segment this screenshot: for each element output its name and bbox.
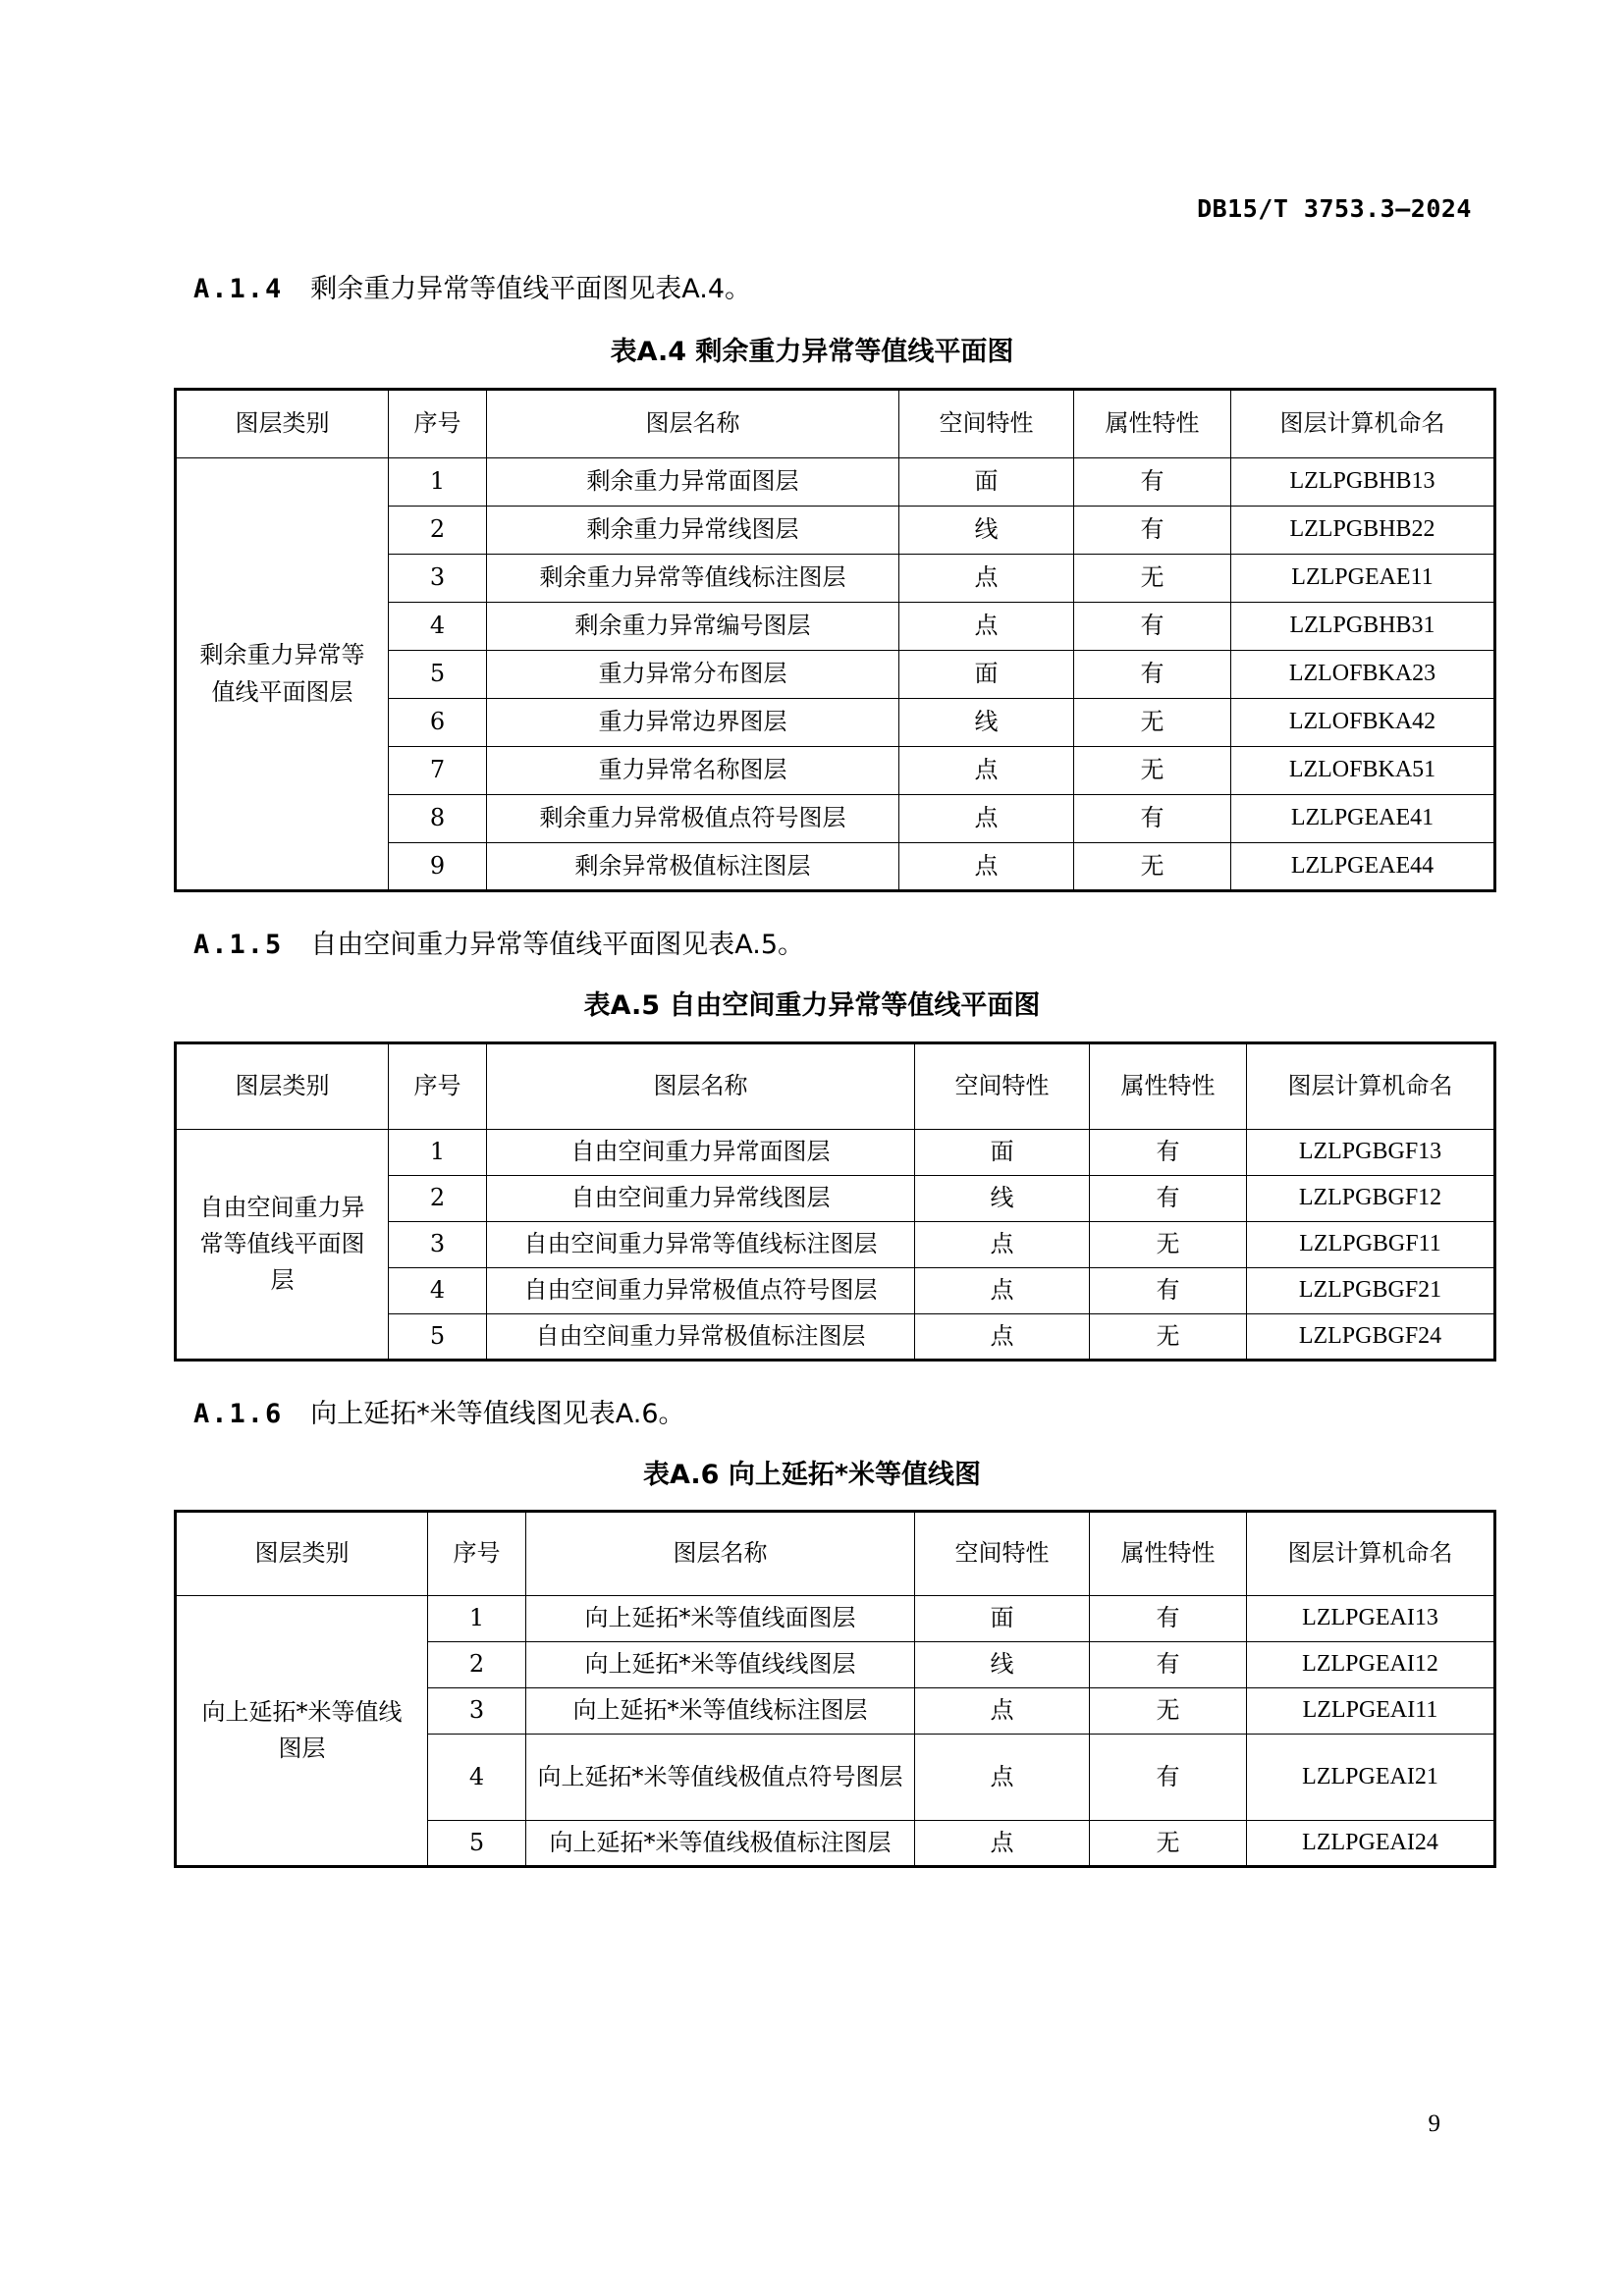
computer-name-cell: LZLPGBHB13 <box>1231 458 1495 507</box>
spatial-type-cell: 线 <box>899 507 1074 555</box>
computer-name-cell: LZLPGBGF13 <box>1247 1130 1495 1176</box>
column-header: 序号 <box>428 1512 526 1596</box>
layer-name-cell: 重力异常边界图层 <box>487 699 899 747</box>
layer-name-cell: 剩余重力异常面图层 <box>487 458 899 507</box>
section-number: A.1.5 <box>193 930 284 960</box>
layer-name-cell: 剩余重力异常等值线标注图层 <box>487 555 899 603</box>
serial-number-cell: 2 <box>389 1176 487 1222</box>
serial-number-cell: 4 <box>389 603 487 651</box>
layer-name-cell: 重力异常名称图层 <box>487 747 899 795</box>
column-header: 图层类别 <box>176 390 389 458</box>
layer-name-cell: 向上延拓*米等值线极值点符号图层 <box>526 1735 915 1821</box>
spatial-type-cell: 面 <box>915 1596 1090 1642</box>
table-caption: 表A.5 自由空间重力异常等值线平面图 <box>583 990 1041 1021</box>
table-header-row <box>176 1512 1495 1596</box>
computer-name-cell: LZLOFBKA51 <box>1231 747 1495 795</box>
layer-name-cell: 剩余异常极值标注图层 <box>487 843 899 891</box>
layer-name-cell: 向上延拓*米等值线线图层 <box>526 1642 915 1688</box>
layer-name-cell: 向上延拓*米等值线极值标注图层 <box>526 1821 915 1867</box>
spatial-type-cell: 点 <box>899 795 1074 843</box>
section-paragraph <box>193 1392 685 1430</box>
attribute-cell: 有 <box>1090 1642 1247 1688</box>
column-header: 图层计算机命名 <box>1247 1043 1495 1130</box>
layer-name-cell: 自由空间重力异常面图层 <box>487 1130 915 1176</box>
computer-name-cell: LZLOFBKA23 <box>1231 651 1495 699</box>
table-row <box>176 1130 1495 1176</box>
spatial-type-cell: 点 <box>899 747 1074 795</box>
attribute-cell: 有 <box>1074 507 1231 555</box>
computer-name-cell: LZLPGBHB31 <box>1231 603 1495 651</box>
column-header: 图层计算机命名 <box>1247 1512 1495 1596</box>
attribute-cell: 无 <box>1074 843 1231 891</box>
serial-number-cell: 2 <box>389 507 487 555</box>
section-paragraph <box>193 923 804 961</box>
serial-number-cell: 9 <box>389 843 487 891</box>
attribute-cell: 有 <box>1090 1735 1247 1821</box>
table-header-row <box>176 1043 1495 1130</box>
table-caption: 表A.6 向上延拓*米等值线图 <box>643 1460 981 1490</box>
column-header: 图层名称 <box>487 1043 915 1130</box>
spatial-type-cell: 点 <box>915 1821 1090 1867</box>
column-header: 空间特性 <box>915 1043 1090 1130</box>
serial-number-cell: 7 <box>389 747 487 795</box>
serial-number-cell: 3 <box>389 555 487 603</box>
spatial-type-cell: 点 <box>915 1222 1090 1268</box>
computer-name-cell: LZLPGEAE11 <box>1231 555 1495 603</box>
section-text: 剩余重力异常等值线平面图见表A.4。 <box>310 274 752 304</box>
spatial-type-cell: 面 <box>915 1130 1090 1176</box>
serial-number-cell: 1 <box>389 1130 487 1176</box>
serial-number-cell: 5 <box>389 1314 487 1361</box>
column-header: 空间特性 <box>915 1512 1090 1596</box>
serial-number-cell: 5 <box>428 1821 526 1867</box>
column-header: 图层类别 <box>176 1512 428 1596</box>
attribute-cell: 无 <box>1090 1688 1247 1735</box>
section-number: A.1.6 <box>193 1399 284 1429</box>
document-code: DB15/T 3753.3—2024 <box>1197 194 1472 223</box>
layer-table <box>174 1510 1496 1868</box>
spatial-type-cell: 面 <box>899 651 1074 699</box>
column-header: 图层名称 <box>487 390 899 458</box>
computer-name-cell: LZLPGEAI13 <box>1247 1596 1495 1642</box>
attribute-cell: 无 <box>1090 1314 1247 1361</box>
section-text: 向上延拓*米等值线图见表A.6。 <box>310 1399 685 1429</box>
spatial-type-cell: 点 <box>899 603 1074 651</box>
layer-name-cell: 向上延拓*米等值线标注图层 <box>526 1688 915 1735</box>
attribute-cell: 有 <box>1074 458 1231 507</box>
computer-name-cell: LZLPGEAE44 <box>1231 843 1495 891</box>
layer-category-cell: 剩余重力异常等值线平面图层 <box>176 458 389 891</box>
serial-number-cell: 8 <box>389 795 487 843</box>
computer-name-cell: LZLPGBGF11 <box>1247 1222 1495 1268</box>
spatial-type-cell: 点 <box>899 555 1074 603</box>
layer-name-cell: 重力异常分布图层 <box>487 651 899 699</box>
attribute-cell: 无 <box>1074 747 1231 795</box>
spatial-type-cell: 点 <box>915 1314 1090 1361</box>
column-header: 序号 <box>389 1043 487 1130</box>
column-header: 图层计算机命名 <box>1231 390 1495 458</box>
computer-name-cell: LZLPGBGF21 <box>1247 1268 1495 1314</box>
spatial-type-cell: 线 <box>915 1642 1090 1688</box>
column-header: 属性特性 <box>1074 390 1231 458</box>
layer-name-cell: 向上延拓*米等值线面图层 <box>526 1596 915 1642</box>
spatial-type-cell: 线 <box>899 699 1074 747</box>
computer-name-cell: LZLPGEAI12 <box>1247 1642 1495 1688</box>
attribute-cell: 有 <box>1074 651 1231 699</box>
serial-number-cell: 5 <box>389 651 487 699</box>
serial-number-cell: 3 <box>428 1688 526 1735</box>
spatial-type-cell: 点 <box>899 843 1074 891</box>
column-header: 属性特性 <box>1090 1512 1247 1596</box>
table-caption: 表A.4 剩余重力异常等值线平面图 <box>610 337 1014 367</box>
layer-category-cell: 向上延拓*米等值线图层 <box>176 1596 428 1867</box>
column-header: 图层类别 <box>176 1043 389 1130</box>
column-header: 属性特性 <box>1090 1043 1247 1130</box>
attribute-cell: 有 <box>1090 1176 1247 1222</box>
attribute-cell: 无 <box>1090 1821 1247 1867</box>
attribute-cell: 有 <box>1090 1268 1247 1314</box>
layer-category-cell: 自由空间重力异常等值线平面图层 <box>176 1130 389 1361</box>
computer-name-cell: LZLOFBKA42 <box>1231 699 1495 747</box>
computer-name-cell: LZLPGEAI21 <box>1247 1735 1495 1821</box>
attribute-cell: 有 <box>1074 603 1231 651</box>
spatial-type-cell: 点 <box>915 1268 1090 1314</box>
spatial-type-cell: 面 <box>899 458 1074 507</box>
serial-number-cell: 2 <box>428 1642 526 1688</box>
page-number: 9 <box>1428 2110 1440 2137</box>
table-row <box>176 1596 1495 1642</box>
computer-name-cell: LZLPGEAI24 <box>1247 1821 1495 1867</box>
computer-name-cell: LZLPGEAE41 <box>1231 795 1495 843</box>
section-number: A.1.4 <box>193 274 284 304</box>
table-row <box>176 458 1495 507</box>
column-header: 空间特性 <box>899 390 1074 458</box>
serial-number-cell: 1 <box>428 1596 526 1642</box>
spatial-type-cell: 点 <box>915 1688 1090 1735</box>
serial-number-cell: 3 <box>389 1222 487 1268</box>
layer-name-cell: 自由空间重力异常线图层 <box>487 1176 915 1222</box>
layer-name-cell: 剩余重力异常编号图层 <box>487 603 899 651</box>
attribute-cell: 有 <box>1090 1596 1247 1642</box>
computer-name-cell: LZLPGBHB22 <box>1231 507 1495 555</box>
computer-name-cell: LZLPGBGF12 <box>1247 1176 1495 1222</box>
layer-name-cell: 剩余重力异常极值点符号图层 <box>487 795 899 843</box>
spatial-type-cell: 线 <box>915 1176 1090 1222</box>
serial-number-cell: 4 <box>389 1268 487 1314</box>
layer-name-cell: 自由空间重力异常极值标注图层 <box>487 1314 915 1361</box>
column-header: 图层名称 <box>526 1512 915 1596</box>
attribute-cell: 有 <box>1074 795 1231 843</box>
attribute-cell: 无 <box>1074 555 1231 603</box>
computer-name-cell: LZLPGBGF24 <box>1247 1314 1495 1361</box>
serial-number-cell: 4 <box>428 1735 526 1821</box>
spatial-type-cell: 点 <box>915 1735 1090 1821</box>
attribute-cell: 无 <box>1074 699 1231 747</box>
serial-number-cell: 1 <box>389 458 487 507</box>
layer-table <box>174 1041 1496 1362</box>
layer-table <box>174 388 1496 892</box>
layer-name-cell: 剩余重力异常线图层 <box>487 507 899 555</box>
computer-name-cell: LZLPGEAI11 <box>1247 1688 1495 1735</box>
section-paragraph <box>193 267 751 305</box>
layer-name-cell: 自由空间重力异常极值点符号图层 <box>487 1268 915 1314</box>
column-header: 序号 <box>389 390 487 458</box>
layer-name-cell: 自由空间重力异常等值线标注图层 <box>487 1222 915 1268</box>
serial-number-cell: 6 <box>389 699 487 747</box>
section-text: 自由空间重力异常等值线平面图见表A.5。 <box>310 930 805 960</box>
attribute-cell: 无 <box>1090 1222 1247 1268</box>
table-header-row <box>176 390 1495 458</box>
attribute-cell: 有 <box>1090 1130 1247 1176</box>
